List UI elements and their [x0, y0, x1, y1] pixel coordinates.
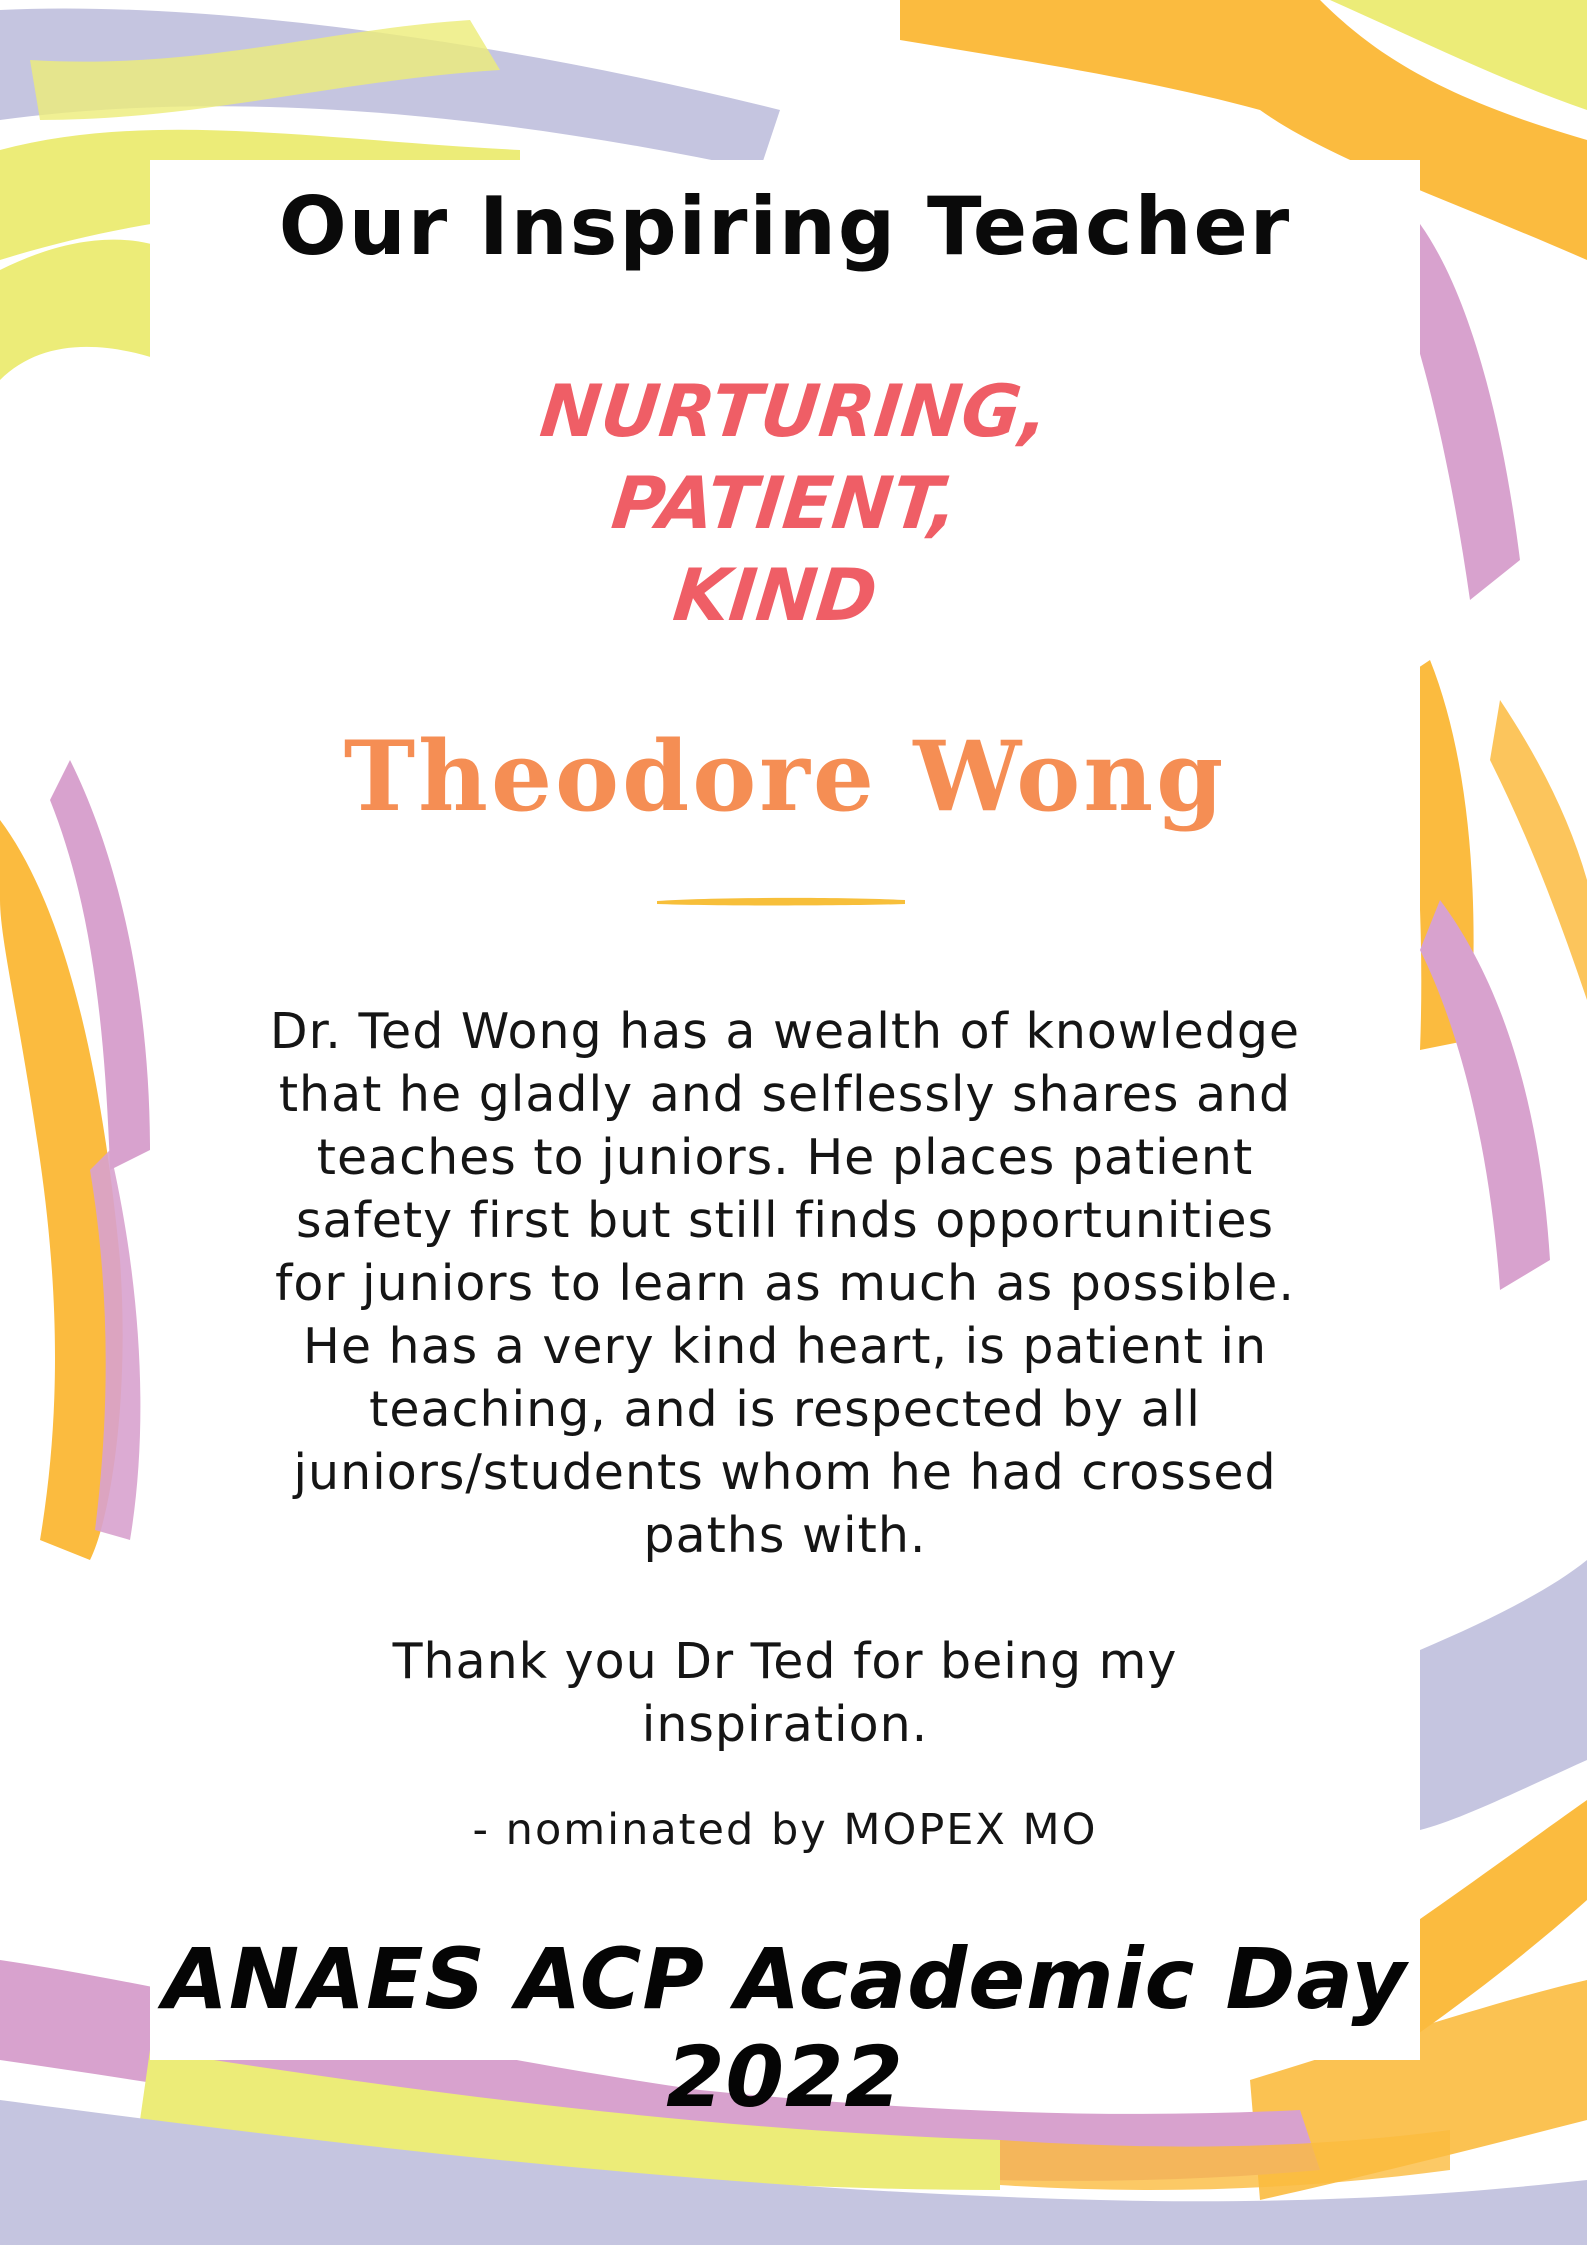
thank-you-line: inspiration. [641, 1696, 929, 1753]
thank-you-line: Thank you Dr Ted for being my [392, 1633, 1178, 1690]
teacher-traits [135, 365, 1434, 641]
name-divider [655, 894, 907, 908]
nomination-line: teaching, and is respected by all [369, 1381, 1201, 1438]
trait-1: NURTURING, [536, 369, 1053, 453]
nomination-line: teaches to juniors. He places patient [316, 1129, 1254, 1186]
teacher-name: Theodore Wong [343, 720, 1227, 833]
trait-2: PATIENT, [607, 461, 963, 545]
nomination-line: Dr. Ted Wong has a wealth of knowledge [269, 1003, 1301, 1060]
nomination-line: juniors/students whom he had crossed [293, 1444, 1277, 1501]
paint-stroke [1490, 700, 1587, 1000]
poster-card [150, 160, 1420, 2126]
trait-3: KIND [669, 553, 882, 637]
nomination-line: that he gladly and selflessly shares and [278, 1066, 1292, 1123]
poster-heading: Our Inspiring Teacher [278, 180, 1292, 273]
paint-stroke [1420, 900, 1550, 1290]
nomination-line: He has a very kind heart, is patient in [302, 1318, 1268, 1375]
nomination-line: for juniors to learn as much as possible. [275, 1255, 1295, 1312]
event-name: ANAES ACP Academic Day 2022 [162, 1930, 1408, 2126]
nomination-line: paths with. [643, 1507, 927, 1564]
paint-stroke [0, 240, 170, 380]
thank-you-text [150, 1630, 1420, 1756]
nomination-text [150, 1000, 1420, 1567]
nominated-by: - nominated by MOPEX MO [472, 1805, 1098, 1855]
nomination-line: safety first but still finds opportunities [295, 1192, 1275, 1249]
paint-stroke [1420, 1560, 1587, 1830]
